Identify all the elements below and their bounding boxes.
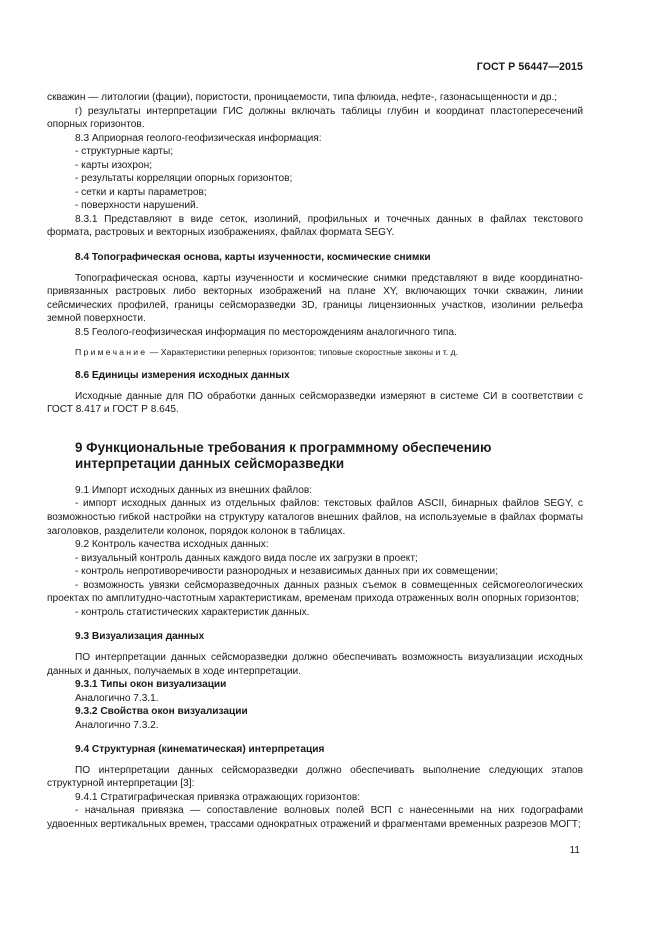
section-heading: 8.6 Единицы измерения исходных данных	[75, 370, 290, 382]
subsection-heading: 9.3.2 Свойства окон визуализации	[75, 706, 248, 718]
chapter-title: интерпретации данных сейсморазведки	[75, 456, 345, 472]
spacer	[47, 644, 583, 651]
list-item: г) результаты интерпретации ГИС должны включать таблицы глубин и координат пластопересечений опорных горизонтов.	[47, 105, 583, 131]
chapter-title: 9 Функциональные требования к программному обеспечению	[75, 439, 492, 455]
clause-heading: 9.2 Контроль качества исходных данных:	[75, 539, 269, 551]
spacer	[47, 732, 583, 743]
section-heading: 9.4 Структурная (кинематическая) интерпретация	[75, 744, 325, 756]
spacer	[47, 240, 583, 251]
page-number: 11	[569, 845, 580, 856]
note-text: — Характеристики реперных горизонтов; типовые скоростные законы и т. д.	[147, 347, 459, 358]
section-heading: 8.4 Топографическая основа, карты изученности, космические снимки	[75, 252, 431, 264]
clause-heading: 9.4.1 Стратиграфическая привязка отражающих горизонтов:	[75, 791, 361, 803]
standard-number-header: ГОСТ Р 56447—2015	[476, 61, 583, 73]
note	[47, 346, 583, 358]
paragraph: Исходные данные для ПО обработки данных сейсморазведки измеряют в системе СИ в соответствии с ГОСТ 8.417 и ГОСТ Р 8.645.	[47, 390, 583, 416]
list-item: - импорт исходных данных из отдельных файлов: текстовых файлов ASCII, бинарных файлов SEGY, с возможностью гибкой настройки на структуру каталогов внешних файлов, на используемые в файлах форматы заголовков, разделители колонок, порядок колонок в таблицах.	[47, 498, 583, 537]
page-content	[47, 91, 583, 832]
list-item: - карты изохрон;	[75, 159, 153, 171]
clause-heading: 8.3 Априорная геолого-геофизическая информация:	[75, 132, 322, 144]
subsection-heading: 9.3.1 Типы окон визуализации	[75, 679, 227, 691]
list-item: - поверхности нарушений.	[75, 200, 199, 212]
list-item: - возможность увязки сейсморазведочных данных разных съемок в совмещенных сейсмогеологических проектах по амплитудно-частотным характеристикам, временам прихода отраженных волн опорных горизонтов;	[47, 579, 583, 605]
spacer	[47, 417, 583, 440]
paragraph: скважин — литологии (фации), пористости, проницаемости, типа флюида, нефте-, газонасыщенности и др.;	[47, 92, 558, 103]
list-item: - начальная привязка — сопоставление волновых полей ВСП с нанесенными на них годографами удвоенных вертикальных времен, трассами однократных отражений и фрагментами временных разрезов МОГТ;	[47, 805, 583, 830]
list-item: - результаты корреляции опорных горизонтов;	[75, 173, 293, 185]
paragraph: Топографическая основа, карты изученности и космические снимки представляют в виде координатно-привязанных растровых либо векторных изображений на плане XY, включающих точки скважин, линии сейсмических профилей, границы сейсморазведки 3D, границы лицензионных участков, изолинии рельефа земной поверхности.	[47, 272, 583, 325]
paragraph: Аналогично 7.3.1.	[75, 692, 159, 704]
paragraph: ПО интерпретации данных сейсморазведки должно обеспечивать выполнение следующих этапов структурной интерпретации [3]:	[47, 764, 583, 790]
paragraph: 8.3.1 Представляют в виде сеток, изолиний, профильных и точечных данных в файлах текстового формата, растровых и векторных изображениях, файлах формата SEGY.	[47, 213, 583, 239]
list-item: - контроль статистических характеристик данных.	[75, 606, 310, 618]
spacer	[47, 265, 583, 272]
clause-heading: 8.5 Геолого-геофизическая информация по месторождениям аналогичного типа.	[75, 326, 457, 338]
spacer	[47, 358, 583, 369]
spacer	[47, 339, 583, 346]
spacer	[47, 757, 583, 764]
list-item: - сетки и карты параметров;	[75, 186, 207, 198]
note-label: Примечание	[75, 347, 148, 358]
spacer	[47, 619, 583, 630]
list-item: - структурные карты;	[75, 146, 174, 158]
spacer	[47, 383, 583, 390]
clause-heading: 9.1 Импорт исходных данных из внешних файлов:	[75, 484, 313, 496]
list-item: - визуальный контроль данных каждого вида после их загрузки в проект;	[75, 552, 418, 564]
paragraph: ПО интерпретации данных сейсморазведки должно обеспечивать возможность визуализации исходных данных и данных, получаемых в ходе интерпретации.	[47, 651, 583, 677]
list-item: - контроль непротиворечивости разнородных и независимых данных при их совмещении;	[75, 566, 499, 578]
spacer	[47, 473, 583, 484]
paragraph: Аналогично 7.3.2.	[75, 719, 159, 731]
section-heading: 9.3 Визуализация данных	[75, 631, 205, 643]
